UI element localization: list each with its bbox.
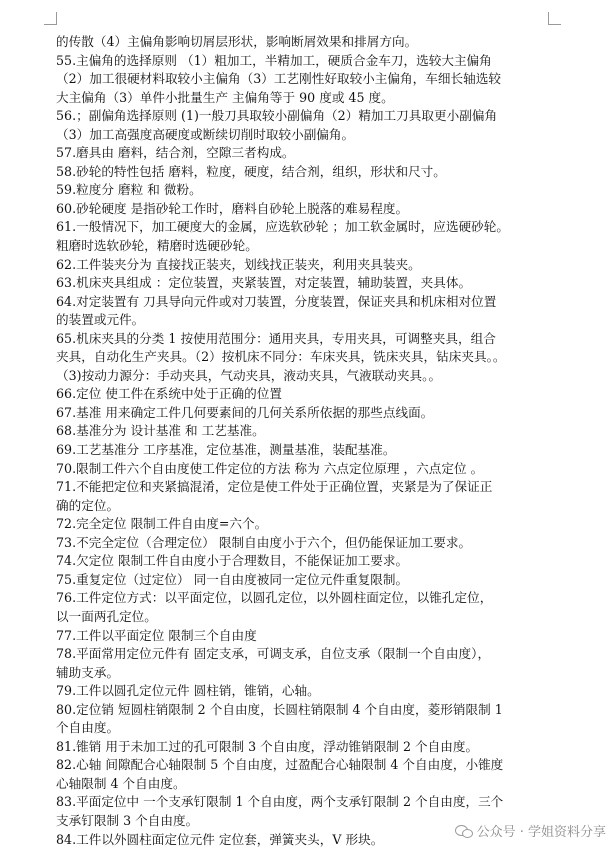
text-line: 73.不完全定位（合理定位） 限制自由度小于六个，但仍能保证加工要求。	[56, 534, 472, 550]
text-line: 68.基准分为 设计基准 和 工艺基准。	[56, 423, 265, 439]
document-body	[56, 33, 556, 849]
text-line: 55.主偏角的选择原则 （1）粗加工，半精加工，硬质合金车刀，选较大主偏角	[56, 52, 492, 68]
text-line: 64.对定装置有 刀具导向元件或对刀装置，分度装置，保证夹具和机床相对位置	[56, 293, 497, 309]
text-line: 62.工件装夹分为 直接找正装夹，划线找正装夹，利用夹具装夹。	[56, 256, 421, 272]
text-line: 79.工件以圆孔定位元件 圆柱销，锥销，心轴。	[56, 683, 320, 699]
text-line: 71.不能把定位和夹紧搞混淆，定位是使工件处于正确位置，夹紧是为了保证正	[56, 479, 493, 495]
text-line: 66.定位 使工件在系统中处于正确的位置	[56, 386, 282, 402]
page-corner-mark-top-right	[548, 12, 561, 25]
text-line: （3)按动力源分：手动夹具，气动夹具，液动夹具，气液联动夹具。。	[56, 367, 442, 383]
text-line: 粗磨时选软砂轮，精磨时选硬砂轮。	[56, 238, 258, 254]
text-line: 80.定位销 短圆柱销限制 2 个自由度，长圆柱销限制 4 个自由度，菱形销限制 1	[56, 701, 503, 717]
text-line: 61.一般情况下，加工硬度大的金属，应选软砂轮 ；加工软金属时，应选硬砂轮。	[56, 219, 509, 235]
text-line: 81.锥销 用于未加工过的孔可限制 3 个自由度，浮动锥销限制 2 个自由度。	[56, 738, 479, 754]
text-line: 65.机床夹具的分类 1 按使用范围分：通用夹具，专用夹具，可调整夹具，组合	[56, 330, 496, 346]
text-line: 56.；副偏角选择原则 (1)一般刀具取较小副偏角（2）精加工刀具取更小副偏角	[56, 108, 498, 124]
text-line: 个自由度。	[56, 720, 120, 736]
text-line: 60.砂轮硬度 是指砂轮工作时，磨料自砂轮上脱落的难易程度。	[56, 200, 409, 216]
text-line: （2）加工很硬材料取较小主偏角（3）工艺刚性好取较小主偏角，车细长轴选较	[56, 71, 501, 87]
text-line: 83.平面定位中 一个支承钉限制 1 个自由度，两个支承钉限制 2 个自由度，三个	[56, 794, 504, 810]
text-line: 77.工件以平面定位 限制三个自由度	[56, 627, 257, 643]
text-line: 心轴限制 4 个自由度。	[56, 775, 186, 791]
text-line: 70.限制工件六个自由度使工件定位的方法 称为 六点定位原理 ，六点定位 。	[56, 460, 484, 476]
text-line: 的传散（4）主偏角影响切屑层形状，影响断屑效果和排屑方向。	[56, 34, 418, 49]
text-line: 72.完全定位 限制工件自由度=六个。	[56, 516, 268, 532]
text-line: 确的定位。	[56, 497, 120, 513]
text-line: 76.工件定位方式：以平面定位，以圆孔定位，以外圆柱面定位，以锥孔定位，	[56, 590, 493, 606]
text-line: 82.心轴 间隙配合心轴限制 5 个自由度，过盈配合心轴限制 4 个自由度，小锥度	[56, 757, 504, 773]
watermark	[453, 821, 608, 840]
text-line: 以一面两孔定位。	[56, 608, 157, 624]
text-line: 夹具，自动化生产夹具。（2）按机床不同分：车床夹具，铣床夹具，钻床夹具。。	[56, 349, 506, 365]
text-line: 69.工艺基准分 工序基准，定位基准，测量基准，装配基准。	[56, 442, 396, 458]
text-line: 67.基准 用来确定工件几何要素间的几何关系所依据的那些点线面。	[56, 404, 434, 420]
text-line: 63.机床夹具组成 ：定位装置，夹紧装置，对定装置，辅助装置，夹具体。	[56, 275, 472, 291]
text-line: （3）加工高强度高硬度或断续切削时取较小副偏角。	[56, 126, 355, 142]
text-line: 支承钉限制 3 个自由度。	[56, 812, 199, 828]
text-line: 57.磨具由 磨料，结合剂，空隙三者构成。	[56, 145, 295, 161]
page-corner-mark-top-left	[44, 12, 57, 25]
text-line: 59.粒度分 磨粒 和 微粉。	[56, 182, 202, 198]
wechat-icon	[455, 824, 473, 838]
watermark-text: 公众号 · 学姐资料分享	[476, 825, 606, 840]
text-line: 大主偏角（3）单件小批量生产 主偏角等于 90 度或 45 度。	[56, 89, 394, 105]
text-line: 84.工件以外圆柱面定位元件 定位套，弹簧夹头，V 形块。	[56, 831, 384, 847]
text-line: 的装置或元件。	[56, 312, 145, 328]
text-line: 78.平面常用定位元件有 固定支承，可调支承，自位支承（限制一个自由度），	[56, 646, 491, 662]
text-line: 辅助支承。	[56, 664, 120, 680]
text-line: 58.砂轮的特性包括 磨料，粒度，硬度，结合剂，组织，形状和尺寸。	[56, 163, 446, 179]
text-line: 74.欠定位 限制工件自由度小于合理数目，不能保证加工要求。	[56, 553, 409, 569]
text-line: 75.重复定位（过定位） 同一自由度被同一定位元件重复限制。	[56, 571, 409, 587]
